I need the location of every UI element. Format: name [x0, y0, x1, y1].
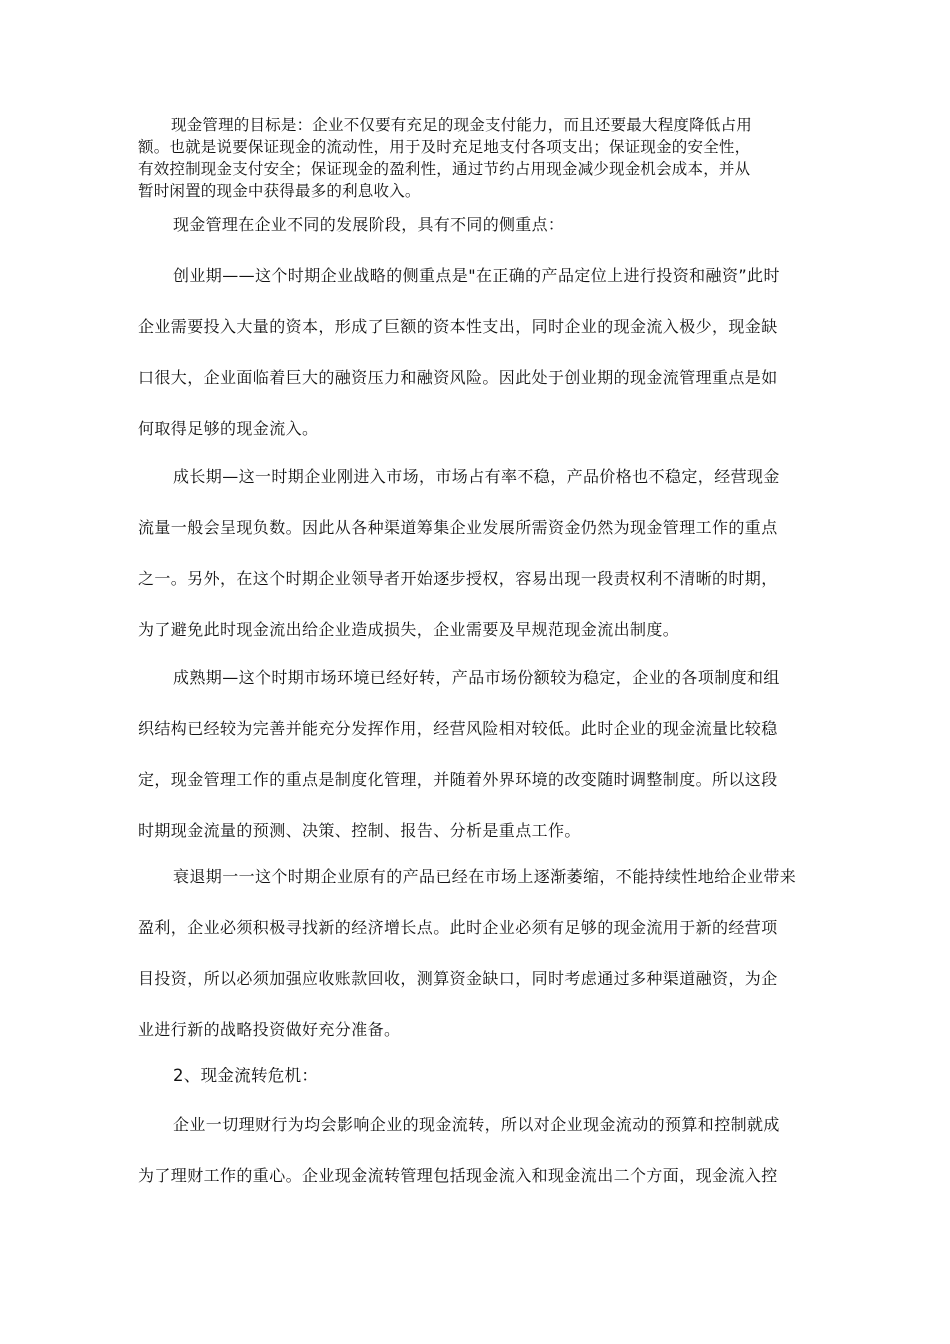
paragraph-growth-stage: [138, 451, 828, 655]
text-line: 业进行新的战略投资做好充分准备。: [138, 1020, 401, 1039]
text-line: 为了理财工作的重心。企业现金流转管理包括现金流入和现金流出二个方面，现金流入控: [138, 1166, 778, 1185]
paragraph-decline-stage: [138, 851, 828, 1055]
paragraph-mature-stage: [138, 652, 828, 856]
text-line: 流量一般会呈现负数。因此从各种渠道筹集企业发展所需资金仍然为现金管理工作的重点: [138, 518, 778, 537]
text-line: 定，现金管理工作的重点是制度化管理，并随着外界环境的改变随时调整制度。所以这段: [138, 770, 778, 789]
text-line: 有效控制现金支付安全；保证现金的盈利性，通过节约占用现金减少现金机会成本，并从: [138, 160, 751, 178]
text-line: 额。也就是说要保证现金的流动性，用于及时充足地支付各项支出；保证现金的安全性，: [138, 138, 751, 156]
text-line: 口很大，企业面临着巨大的融资压力和融资风险。因此处于创业期的现金流管理重点是如: [138, 368, 778, 387]
paragraph-cash-flow-management: [138, 1099, 828, 1201]
text-line: 织结构已经较为完善并能充分发挥作用，经营风险相对较低。此时企业的现金流量比较稳: [138, 719, 778, 738]
text-line: 何取得足够的现金流入。: [138, 419, 319, 438]
text-line: 成熟期—这个时期市场环境已经好转，产品市场份额较为稳定，企业的各项制度和组: [173, 668, 780, 687]
text-line: 企业一切理财行为均会影响企业的现金流转，所以对企业现金流动的预算和控制就成: [173, 1115, 780, 1134]
paragraph-stages-intro: 现金管理在企业不同的发展阶段，具有不同的侧重点：: [173, 215, 565, 234]
paragraph-startup-stage: [138, 250, 828, 454]
text-line: 衰退期一一这个时期企业原有的产品已经在市场上逐渐萎缩，不能持续性地给企业带来: [173, 867, 797, 886]
text-line: 之一。另外，在这个时期企业领导者开始逐步授权，容易出现一段责权利不清晰的时期，: [138, 569, 778, 588]
text-line: 现金管理的目标是：企业不仅要有充足的现金支付能力，而且还要最大程度降低占用: [171, 116, 752, 134]
text-line: 盈利，企业必须积极寻找新的经济增长点。此时企业必须有足够的现金流用于新的经营项: [138, 918, 778, 937]
section-heading-cash-flow-crisis: 2、现金流转危机：: [173, 1066, 319, 1085]
text-line: 时期现金流量的预测、决策、控制、报告、分析是重点工作。: [138, 821, 581, 840]
text-line: 成长期—这一时期企业刚进入市场，市场占有率不稳，产品价格也不稳定，经营现金: [173, 467, 780, 486]
text-line: 暂时闲置的现金中获得最多的利息收入。: [138, 182, 421, 200]
paragraph-cash-management-goal: [138, 114, 828, 202]
text-line: 创业期——这个时期企业战略的侧重点是"在正确的产品定位上进行投资和融资”此时: [173, 266, 780, 285]
text-line: 为了避免此时现金流出给企业造成损失，企业需要及早规范现金流出制度。: [138, 620, 680, 639]
text-line: 企业需要投入大量的资本，形成了巨额的资本性支出，同时企业的现金流入极少，现金缺: [138, 317, 778, 336]
text-line: 目投资，所以必须加强应收账款回收，测算资金缺口，同时考虑通过多种渠道融资，为企: [138, 969, 778, 988]
